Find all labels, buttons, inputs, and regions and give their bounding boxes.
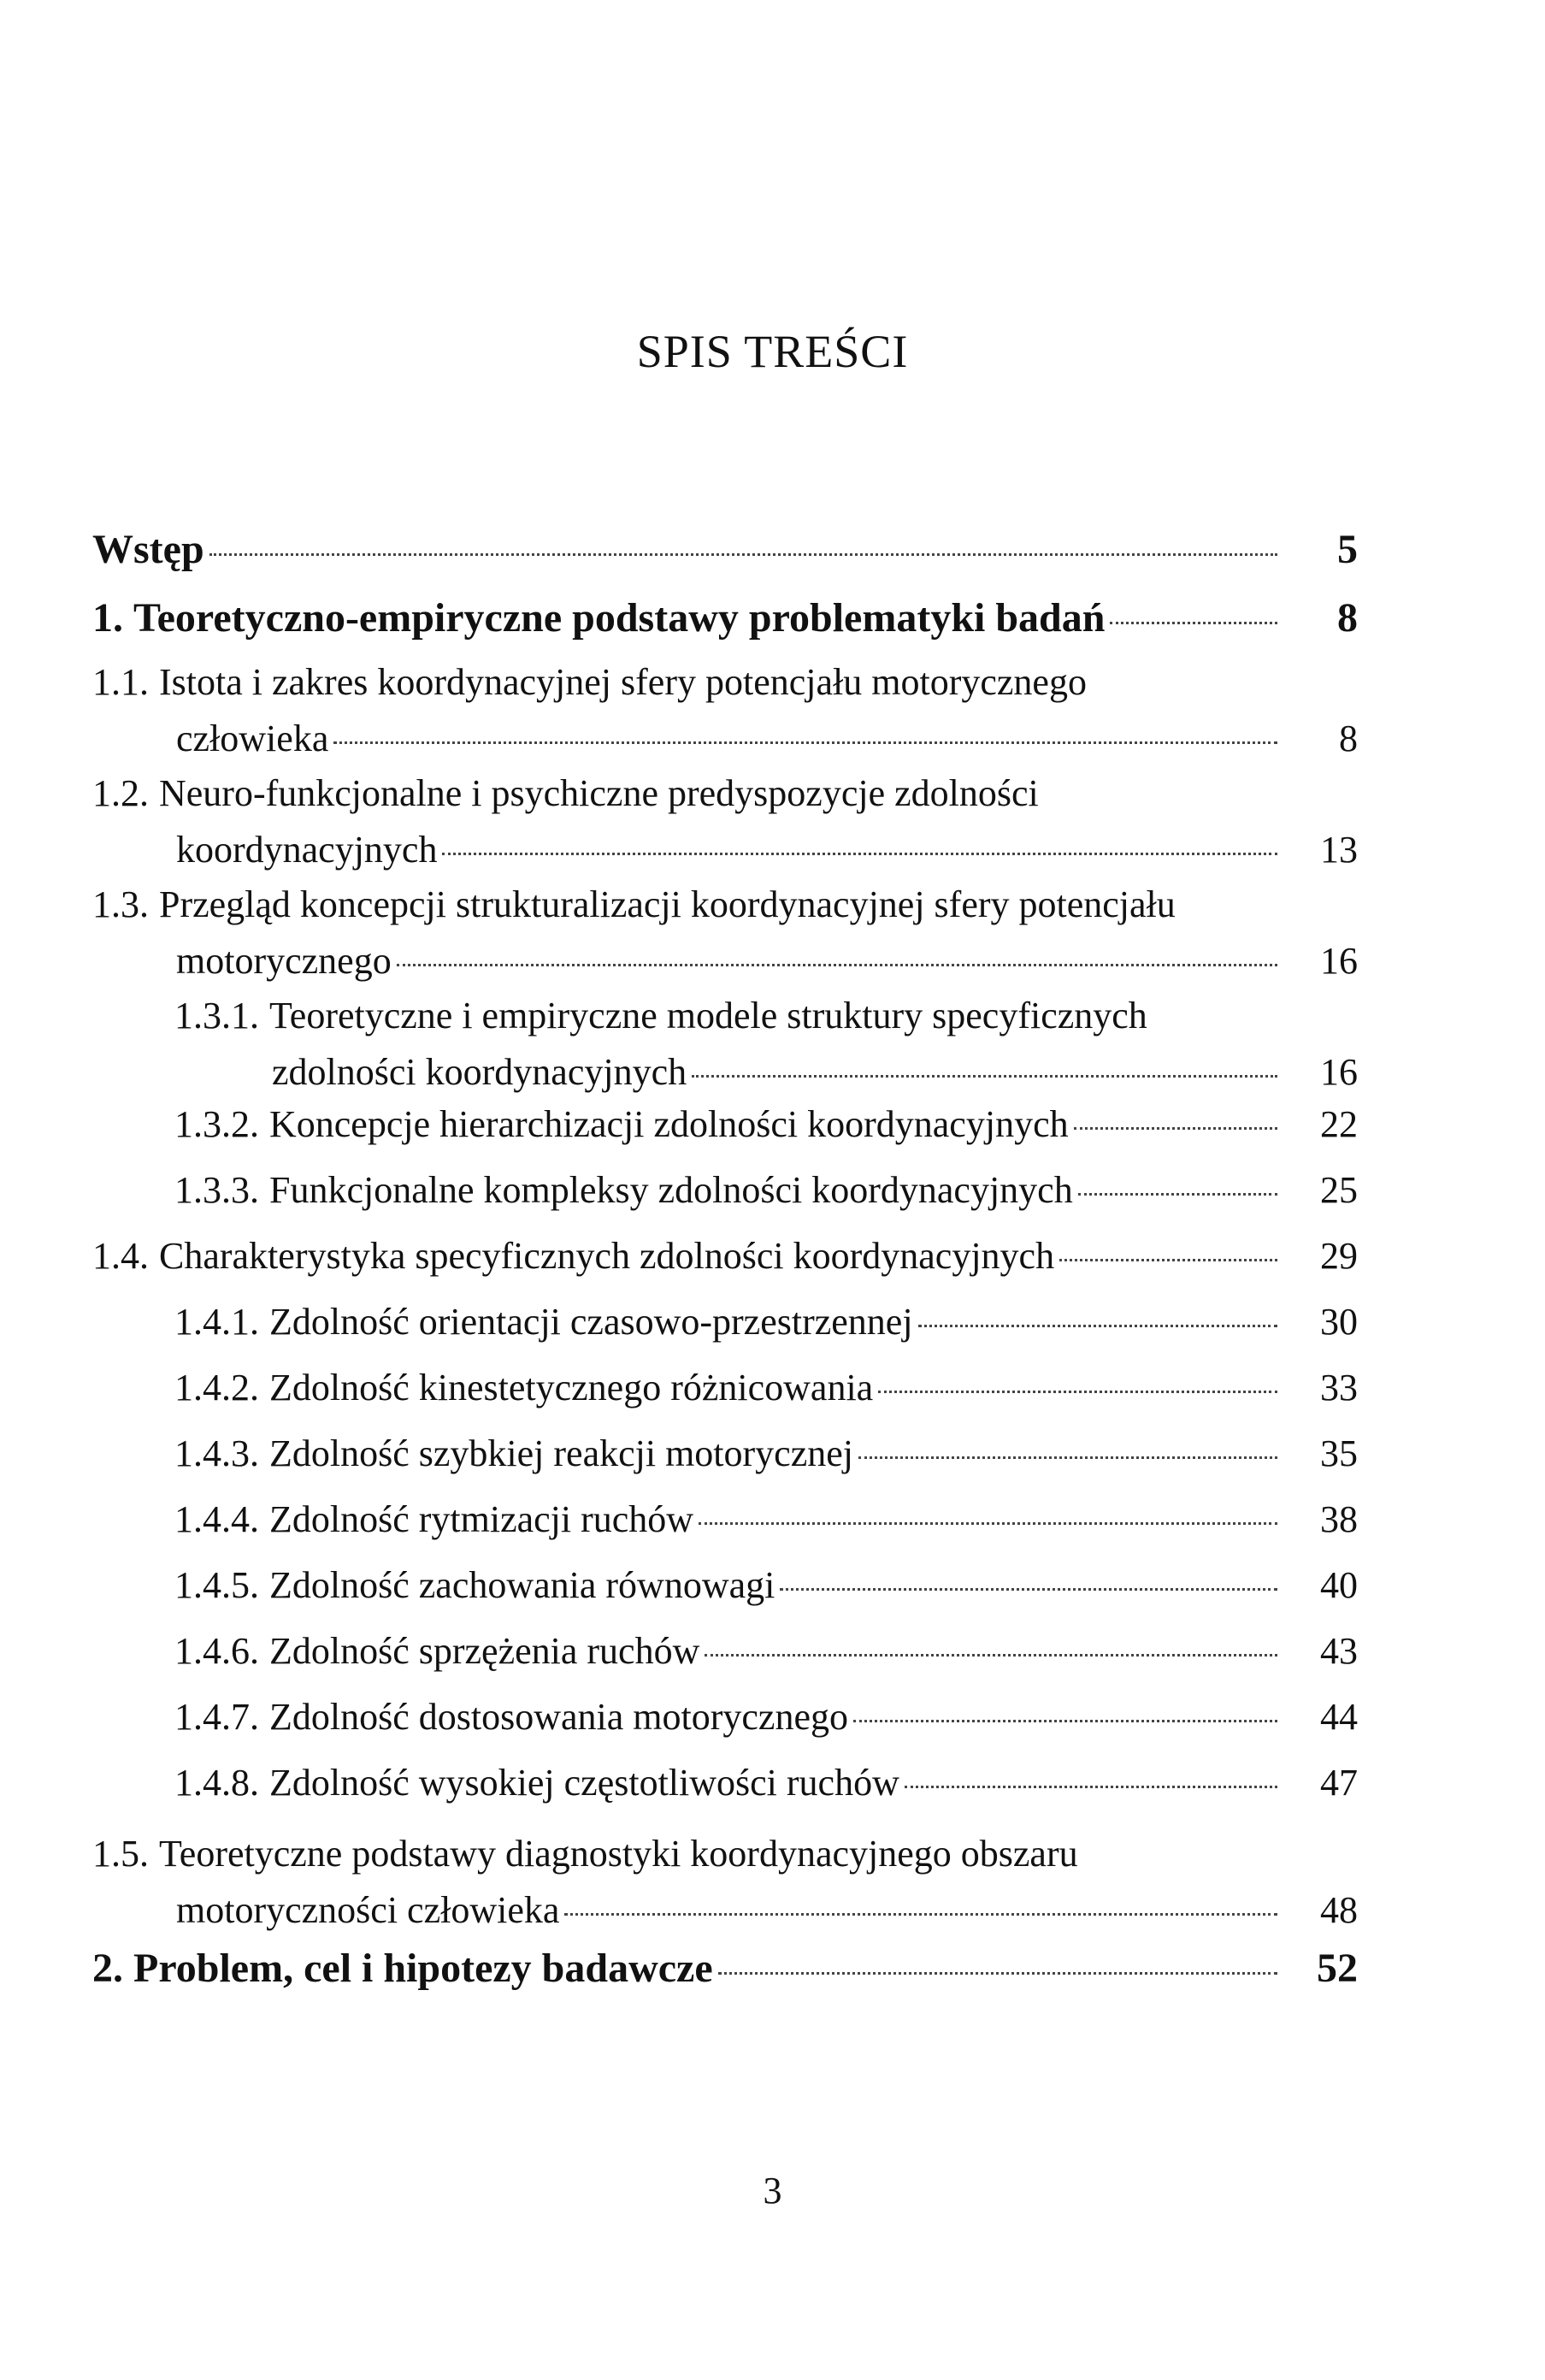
entry-title: motoryczności człowieka: [176, 1889, 560, 1931]
dot-leader: [699, 1522, 1277, 1525]
dot-leader: [918, 1325, 1277, 1327]
entry-title: Zdolność kinestetycznego różnicowania: [269, 1367, 874, 1409]
entry-title: Zdolność szybkiej reakcji motorycznej: [269, 1432, 853, 1474]
toc-entry-1-4[interactable]: [92, 1222, 1358, 1290]
dot-leader: [564, 1913, 1277, 1916]
entry-title: Charakterystyka specyficznych zdolności koordynacyjnych: [159, 1235, 1055, 1277]
dot-leader: [878, 1391, 1277, 1393]
entry-title-line1: Istota i zakres koordynacyjnej sfery potencjału motorycznego: [159, 661, 1087, 703]
entry-number: 1.1.: [92, 661, 149, 703]
entry-number: 1.4.4.: [174, 1498, 259, 1540]
toc-entry-1-3[interactable]: [92, 871, 1358, 995]
entry-number: 1.4.3.: [174, 1432, 259, 1474]
dot-leader: [397, 964, 1277, 966]
entry-title: koordynacyjnych: [176, 829, 438, 871]
entry-title: Funkcjonalne kompleksy zdolności koordynacyjnych: [269, 1169, 1073, 1211]
dot-leader: [1078, 1193, 1277, 1196]
entry-page: 8: [1337, 595, 1358, 641]
dot-leader: [780, 1588, 1277, 1591]
dot-leader: [442, 853, 1277, 855]
entry-number: 1.4.1.: [174, 1301, 259, 1343]
entry-title: Zdolność orientacji czasowo-przestrzennej: [269, 1301, 913, 1343]
entry-page: 25: [1320, 1169, 1358, 1211]
entry-title-line1: Neuro-funkcjonalne i psychiczne predyspozycje zdolności: [159, 772, 1039, 814]
entry-page: 40: [1320, 1564, 1358, 1606]
entry-number: 1.4.2.: [174, 1367, 259, 1409]
entry-title: Problem, cel i hipotezy badawcze: [133, 1946, 713, 1991]
entry-page: 30: [1320, 1301, 1358, 1343]
dot-leader: [905, 1786, 1277, 1788]
dot-leader: [858, 1456, 1277, 1459]
dot-leader: [692, 1075, 1277, 1078]
dot-leader: [1074, 1127, 1277, 1130]
entry-title-line1: Przegląd koncepcji strukturalizacji koordynacyjnej sfery potencjału: [159, 883, 1176, 925]
entry-title: człowieka: [176, 718, 329, 759]
toc-entry-1-3-1[interactable]: [174, 982, 1358, 1107]
entry-page: 35: [1320, 1432, 1358, 1474]
toc-entry-1-2[interactable]: [92, 759, 1358, 884]
entry-page: 16: [1320, 940, 1358, 982]
dot-leader: [718, 1972, 1277, 1975]
dot-leader: [853, 1720, 1277, 1722]
entry-number: 1.4.: [92, 1235, 149, 1277]
entry-page: 44: [1320, 1696, 1358, 1738]
entry-page: 8: [1339, 718, 1358, 759]
entry-page: 16: [1320, 1051, 1358, 1093]
dot-leader: [1110, 622, 1277, 624]
toc-entry-1-5[interactable]: [92, 1820, 1358, 1945]
entry-title: Zdolność sprzężenia ruchów: [269, 1630, 700, 1672]
toc-entry-1-3-3[interactable]: [174, 1156, 1358, 1225]
entry-number: 1.5.: [92, 1833, 149, 1875]
toc-entry-1-4-2[interactable]: [174, 1354, 1358, 1422]
entry-page: 5: [1337, 527, 1358, 572]
entry-title: motorycznego: [176, 940, 392, 982]
entry-title-line1: Teoretyczne podstawy diagnostyki koordynacyjnego obszaru: [159, 1833, 1078, 1875]
entry-title: Zdolność zachowania równowagi: [269, 1564, 775, 1606]
toc-entry-chapter-2[interactable]: [92, 1934, 1358, 2003]
entry-page: 48: [1320, 1889, 1358, 1931]
entry-page: 52: [1317, 1946, 1358, 1991]
toc-entry-1-3-2[interactable]: [174, 1090, 1358, 1159]
entry-number: 1.3.3.: [174, 1169, 259, 1211]
entry-number: 1.4.6.: [174, 1630, 259, 1672]
entry-page: 22: [1320, 1103, 1358, 1145]
page-number: 3: [763, 2170, 782, 2212]
entry-title-line1: Teoretyczne i empiryczne modele struktury specyficznych: [269, 995, 1147, 1036]
entry-title: Zdolność wysokiej częstotliwości ruchów: [269, 1762, 899, 1804]
entry-page: 13: [1320, 829, 1358, 871]
toc-entry-1-4-3[interactable]: [174, 1420, 1358, 1488]
entry-page: 29: [1320, 1235, 1358, 1277]
entry-title: zdolności koordynacyjnych: [272, 1051, 687, 1093]
entry-page: 47: [1320, 1762, 1358, 1804]
entry-title: Teoretyczno-empiryczne podstawy problematyki badań: [133, 595, 1106, 641]
dot-leader: [333, 741, 1277, 744]
entry-title: Koncepcje hierarchizacji zdolności koordynacyjnych: [269, 1103, 1069, 1145]
entry-page: 38: [1320, 1498, 1358, 1540]
dot-leader: [705, 1654, 1277, 1657]
toc-entry-1-4-7[interactable]: [174, 1683, 1358, 1751]
entry-number: 1.2.: [92, 772, 149, 814]
entry-number: 1.3.2.: [174, 1103, 259, 1145]
dot-leader: [209, 553, 1277, 556]
toc-entry-1-1[interactable]: [92, 648, 1358, 773]
entry-title: Zdolność dostosowania motorycznego: [269, 1696, 848, 1738]
toc-entry-1-4-5[interactable]: [174, 1551, 1358, 1620]
entry-number: 1.3.: [92, 883, 149, 925]
toc-entry-chapter-1[interactable]: [92, 584, 1358, 653]
dot-leader: [1059, 1259, 1277, 1261]
page-title: SPIS TREŚCI: [636, 326, 909, 377]
entry-page: 33: [1320, 1367, 1358, 1409]
toc-entry-1-4-8[interactable]: [174, 1749, 1358, 1817]
entry-title: Wstęp: [92, 527, 204, 572]
toc-entry-1-4-4[interactable]: [174, 1485, 1358, 1554]
entry-number: 1.4.5.: [174, 1564, 259, 1606]
entry-page: 43: [1320, 1630, 1358, 1672]
toc-entry-1-4-6[interactable]: [174, 1617, 1358, 1686]
entry-number: 2.: [92, 1946, 123, 1991]
entry-number: 1.4.7.: [174, 1696, 259, 1738]
entry-number: 1.: [92, 595, 123, 641]
entry-title: Zdolność rytmizacji ruchów: [269, 1498, 694, 1540]
toc-entry-intro[interactable]: [92, 516, 1358, 584]
toc-entry-1-4-1[interactable]: [174, 1288, 1358, 1356]
entry-number: 1.4.8.: [174, 1762, 259, 1804]
entry-number: 1.3.1.: [174, 995, 259, 1036]
